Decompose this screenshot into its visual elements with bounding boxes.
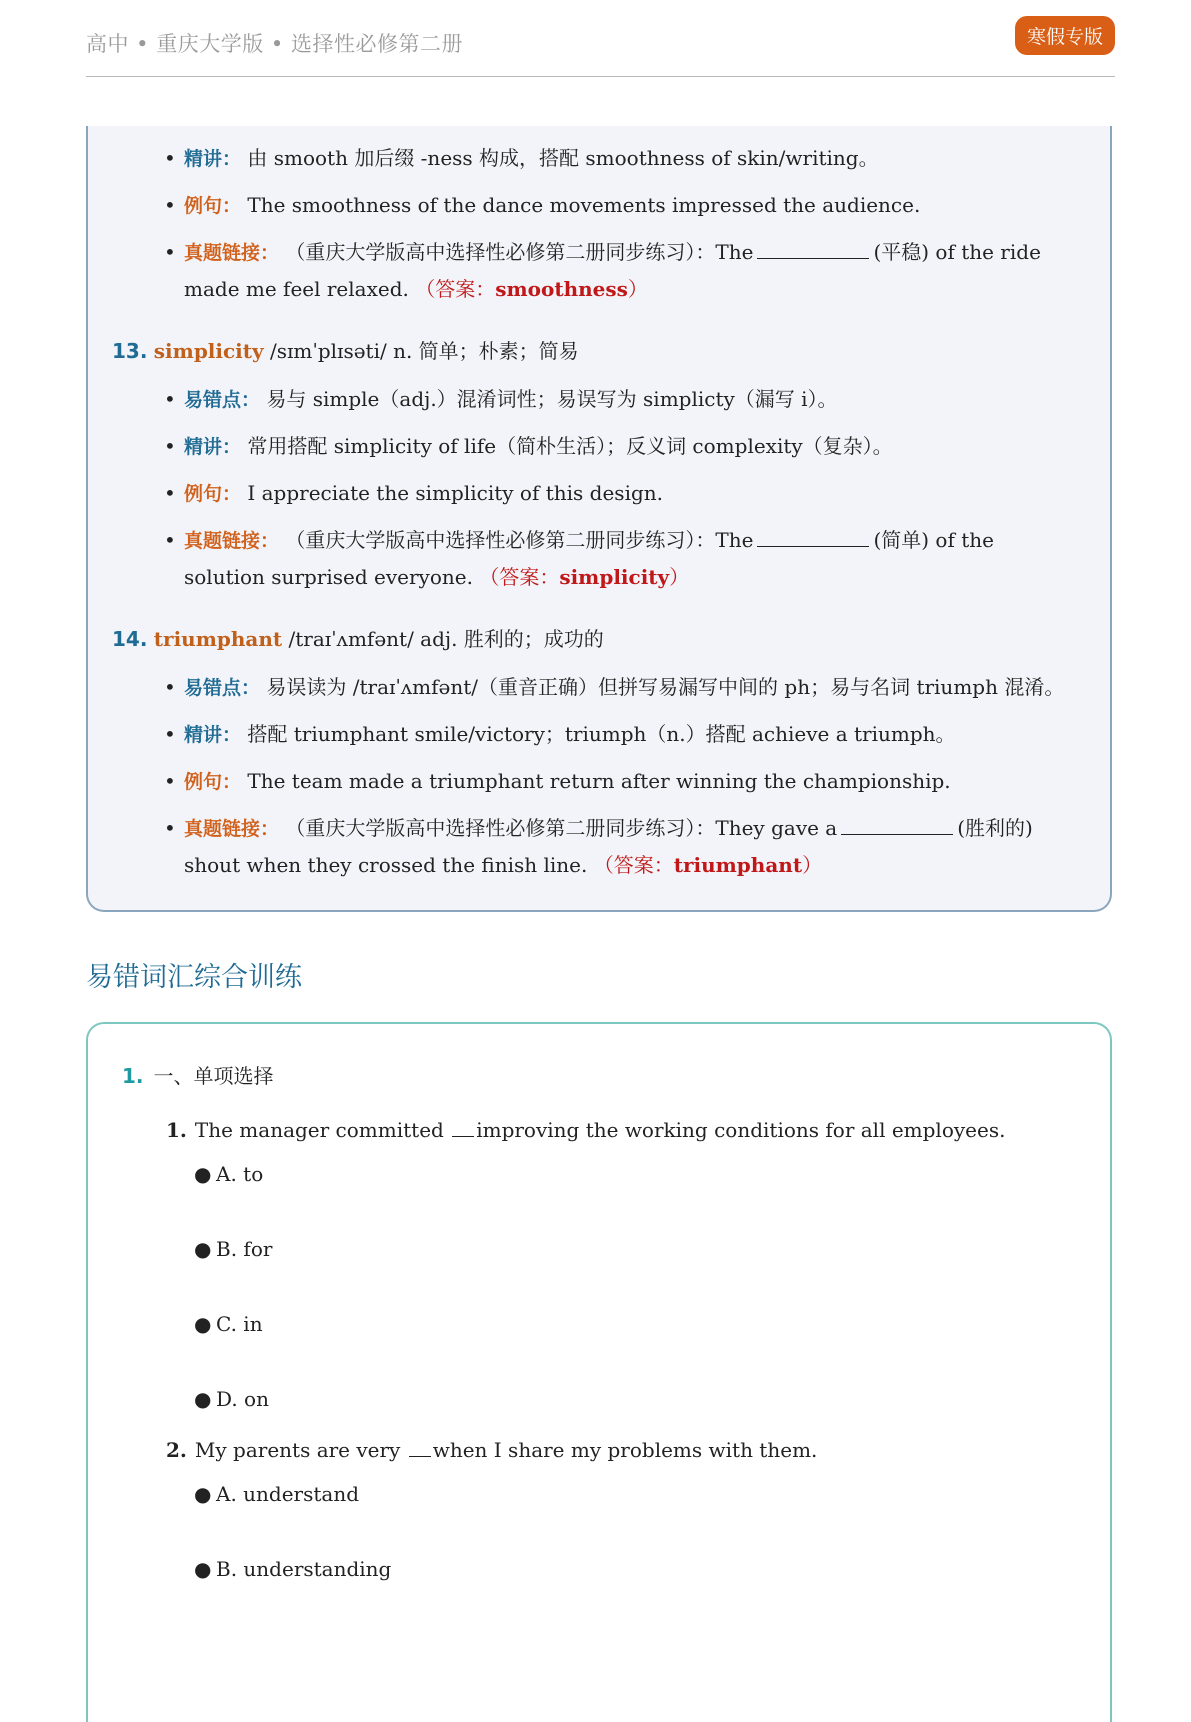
entry-word: triumphant: [153, 627, 283, 651]
option-b[interactable]: [194, 1237, 272, 1261]
exercise-heading: [122, 1060, 274, 1089]
item-label: 易错点：: [184, 677, 261, 699]
question-text-after: improving the working conditions for all employees.: [476, 1118, 1006, 1142]
item-label: 例句：: [184, 483, 242, 505]
bullet-icon: •: [164, 240, 176, 264]
vocab-card: [86, 126, 1112, 912]
question-text: My parents are very: [194, 1438, 407, 1462]
item-label: 例句：: [184, 771, 242, 793]
entry-number: 13.: [112, 339, 148, 363]
exam-link-item: [88, 234, 1110, 307]
option-label: A. understand: [216, 1482, 360, 1506]
bullet-icon: ●: [194, 1312, 212, 1336]
bullet-icon: •: [164, 146, 176, 170]
explain-item: [88, 428, 1110, 465]
vocab-entry-13: [88, 333, 1110, 369]
question-blank: [452, 1118, 474, 1137]
bullet-icon: ●: [194, 1237, 212, 1261]
exercise-card: [86, 1022, 1112, 1722]
bullet-icon: ●: [194, 1482, 212, 1506]
option-label: B. understanding: [216, 1557, 392, 1581]
bullet-icon: ●: [194, 1557, 212, 1581]
bullet-icon: ●: [194, 1162, 212, 1186]
explain-item: [88, 716, 1110, 753]
answer-blank: [841, 814, 953, 835]
bullet-icon: •: [164, 387, 176, 411]
item-text: 搭配 triumphant smile/victory；triumph（n.）搭配 achieve a triumph。: [247, 722, 956, 746]
entry-phonetic: /traɪˈʌmfənt/ adj. 胜利的；成功的: [288, 627, 604, 651]
bullet-icon: •: [164, 434, 176, 458]
item-text: 常用搭配 simplicity of life（简朴生活）；反义词 complexity（复杂）。: [247, 434, 893, 458]
simplicity-items: [88, 381, 1110, 595]
item-text: （重庆大学版高中选择性必修第二册同步练习）：The: [285, 240, 754, 264]
exam-link-item: [88, 522, 1110, 595]
edition-badge: 寒假专版: [1015, 16, 1115, 55]
item-text: 易误读为 /traɪˈʌmfənt/（重音正确）但拼写易漏写中间的 ph；易与名词 triumph 混淆。: [266, 675, 1065, 699]
question-1: [166, 1118, 1005, 1142]
bullet-icon: •: [164, 481, 176, 505]
bullet-icon: •: [164, 528, 176, 552]
question-number: 1.: [166, 1118, 187, 1142]
item-label: 精讲：: [184, 148, 242, 170]
bullet-icon: •: [164, 675, 176, 699]
exam-link-item: [88, 810, 1110, 883]
example-item: [88, 763, 1110, 800]
exercise-number: 1.: [122, 1064, 144, 1088]
bullet-icon: •: [164, 769, 176, 793]
triumphant-items: [88, 669, 1110, 883]
item-text: （重庆大学版高中选择性必修第二册同步练习）：The: [285, 528, 754, 552]
bullet-icon: •: [164, 722, 176, 746]
item-label: 例句：: [184, 195, 242, 217]
item-label: 真题链接：: [184, 530, 280, 552]
item-label: 真题链接：: [184, 242, 280, 264]
option-label: C. in: [216, 1312, 263, 1336]
option-a[interactable]: [194, 1482, 359, 1506]
item-label: 易错点：: [184, 389, 261, 411]
item-label: 精讲：: [184, 724, 242, 746]
item-label: 真题链接：: [184, 818, 280, 840]
bullet-icon: •: [164, 193, 176, 217]
question-blank: [409, 1438, 431, 1457]
exercise-heading-text: 一、单项选择: [153, 1064, 274, 1088]
item-text: The smoothness of the dance movements impressed the audience.: [247, 193, 921, 217]
option-label: D. on: [216, 1387, 269, 1411]
section-title: 易错词汇综合训练: [86, 962, 302, 993]
item-text: 由 smooth 加后缀 -ness 构成，搭配 smoothness of skin/writing。: [247, 146, 879, 170]
option-a[interactable]: [194, 1162, 263, 1186]
item-label: 精讲：: [184, 436, 242, 458]
item-text-after: (胜利的) shout when they crossed the finish line.: [184, 816, 1033, 877]
entry-word: simplicity: [153, 339, 264, 363]
explain-item: [88, 140, 1110, 177]
error-point-item: [88, 669, 1110, 706]
item-text-after: (简单) of the solution surprised everyone.: [184, 528, 994, 589]
error-point-item: [88, 381, 1110, 418]
smoothness-items: [88, 140, 1110, 307]
option-d[interactable]: [194, 1387, 269, 1411]
entry-number: 14.: [112, 627, 148, 651]
example-item: [88, 187, 1110, 224]
item-text: The team made a triumphant return after winning the championship.: [247, 769, 951, 793]
option-b[interactable]: [194, 1557, 391, 1581]
question-number: 2.: [166, 1438, 187, 1462]
option-c[interactable]: [194, 1312, 263, 1336]
item-text-after: (平稳) of the ride made me feel relaxed.: [184, 240, 1041, 301]
item-text: 易与 simple（adj.）混淆词性；易误写为 simplicty（漏写 i）。: [266, 387, 838, 411]
option-label: B. for: [216, 1237, 273, 1261]
bullet-icon: ●: [194, 1387, 212, 1411]
item-text: I appreciate the simplicity of this design.: [247, 481, 664, 505]
bullet-icon: •: [164, 816, 176, 840]
page-header: [86, 20, 1115, 77]
answer: （答案：triumphant）: [593, 853, 823, 877]
vocab-entry-14: [88, 621, 1110, 657]
item-text: （重庆大学版高中选择性必修第二册同步练习）：They gave a: [285, 816, 838, 840]
answer: （答案：smoothness）: [415, 277, 648, 301]
answer-blank: [757, 238, 869, 259]
answer: （答案：simplicity）: [479, 565, 690, 589]
option-label: A. to: [216, 1162, 264, 1186]
question-2: [166, 1438, 817, 1462]
entry-phonetic: /sɪmˈplɪsəti/ n. 简单；朴素；简易: [270, 339, 579, 363]
question-text-after: when I share my problems with them.: [432, 1438, 818, 1462]
answer-blank: [757, 526, 869, 547]
question-text: The manager committed: [194, 1118, 451, 1142]
book-title: 高中 • 重庆大学版 • 选择性必修第二册: [86, 32, 463, 56]
example-item: [88, 475, 1110, 512]
